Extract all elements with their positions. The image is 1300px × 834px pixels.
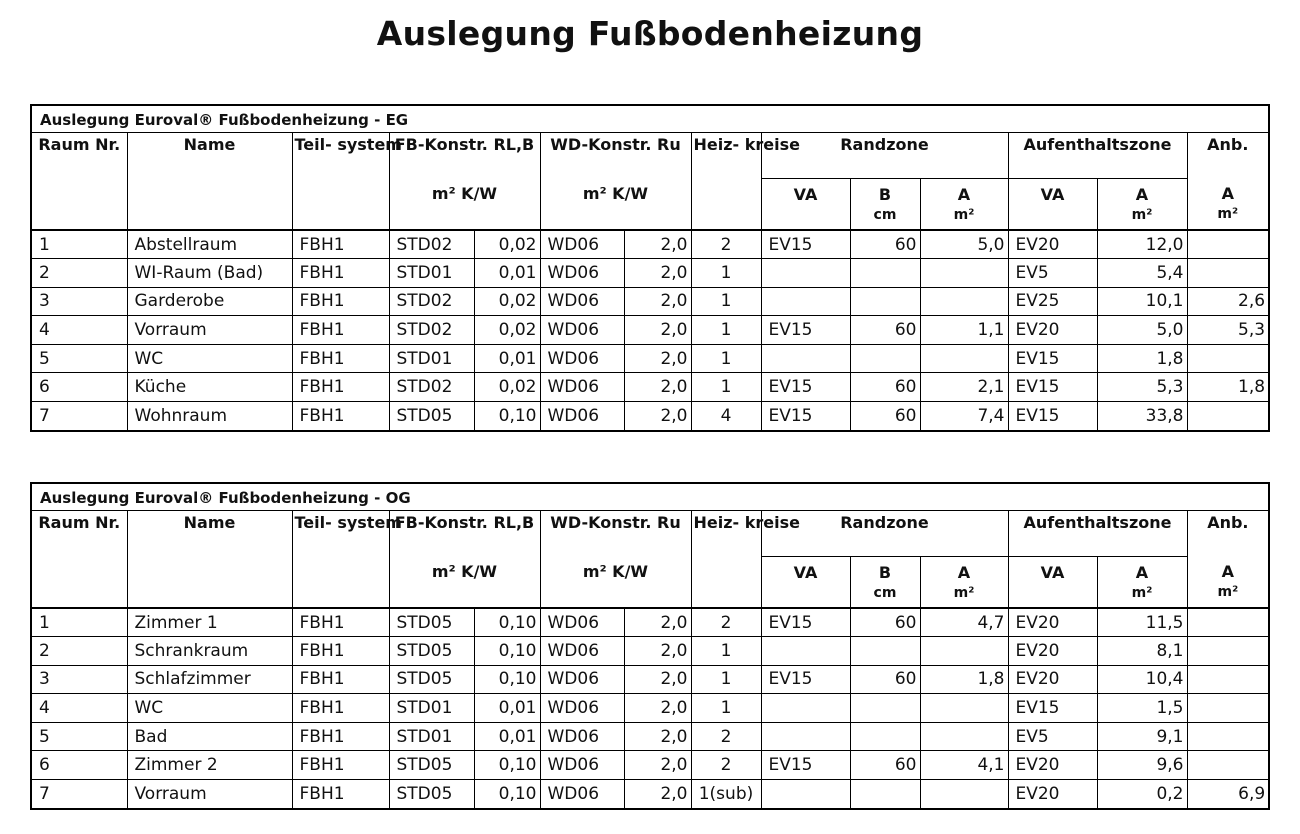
header-rz-a-unit: m² (953, 206, 975, 223)
cell-rz-va (761, 694, 850, 723)
cell-rz-b (850, 637, 920, 666)
header-rz-va (761, 556, 850, 608)
header-az-a (1097, 178, 1187, 230)
header-randzone: Randzone (761, 132, 1008, 178)
cell-rz-a (920, 694, 1008, 723)
cell-anb-a (1187, 344, 1268, 373)
cell-fb-value: 0,01 (474, 259, 540, 288)
cell-az-a: 0,2 (1097, 780, 1187, 809)
cell-rz-va (761, 780, 850, 809)
cell-az-a: 5,0 (1097, 316, 1187, 345)
cell-teilsystem: FBH1 (292, 259, 389, 288)
cell-heizkreise: 1 (691, 344, 761, 373)
cell-teilsystem: FBH1 (292, 608, 389, 637)
cell-heizkreise: 2 (691, 230, 761, 259)
cell-fb-konstr: STD01 (389, 344, 474, 373)
table-caption: Auslegung Euroval® Fußbodenheizung - EG (32, 106, 1268, 132)
cell-rz-va: EV15 (761, 665, 850, 694)
cell-heizkreise: 2 (691, 722, 761, 751)
cell-teilsystem: FBH1 (292, 722, 389, 751)
cell-fb-konstr: STD02 (389, 230, 474, 259)
cell-fb-konstr: STD05 (389, 665, 474, 694)
cell-anb-a (1187, 259, 1268, 288)
cell-wd-value: 2,0 (624, 722, 691, 751)
cell-teilsystem: FBH1 (292, 780, 389, 809)
cell-rz-a (920, 722, 1008, 751)
header-rz-b-unit: cm (873, 584, 897, 601)
cell-name: Garderobe (127, 287, 292, 316)
cell-rz-a: 1,1 (920, 316, 1008, 345)
header-wd-unit: m² K/W (540, 178, 691, 230)
cell-rz-b: 60 (850, 608, 920, 637)
cell-az-va: EV15 (1008, 344, 1097, 373)
cell-rz-b: 60 (850, 751, 920, 780)
cell-raum-nr: 7 (32, 780, 127, 809)
cell-anb-a: 2,6 (1187, 287, 1268, 316)
cell-az-va: EV15 (1008, 402, 1097, 431)
cell-az-a: 9,6 (1097, 751, 1187, 780)
header-rz-a-unit: m² (953, 584, 975, 601)
cell-fb-konstr: STD01 (389, 259, 474, 288)
cell-anb-a (1187, 694, 1268, 723)
table-row (32, 637, 1268, 666)
cell-anb-a (1187, 637, 1268, 666)
cell-anb-a (1187, 722, 1268, 751)
cell-name: Küche (127, 373, 292, 402)
cell-wd-value: 2,0 (624, 373, 691, 402)
cell-wd-value: 2,0 (624, 287, 691, 316)
table-row (32, 373, 1268, 402)
cell-rz-va (761, 344, 850, 373)
cell-az-va: EV20 (1008, 637, 1097, 666)
header-heizkreise: Heiz- kreise (691, 510, 761, 608)
header-rz-b (850, 556, 920, 608)
cell-rz-a: 2,1 (920, 373, 1008, 402)
cell-az-a: 9,1 (1097, 722, 1187, 751)
cell-wd-value: 2,0 (624, 751, 691, 780)
cell-az-a: 5,4 (1097, 259, 1187, 288)
cell-rz-b (850, 780, 920, 809)
header-fb-konstr: FB-Konstr. RL,B (389, 510, 540, 556)
cell-rz-a: 4,1 (920, 751, 1008, 780)
header-wd-konstr: WD-Konstr. Ru (540, 132, 691, 178)
cell-fb-value: 0,02 (474, 287, 540, 316)
header-az-a-label: A (1135, 184, 1149, 204)
cell-fb-konstr: STD05 (389, 780, 474, 809)
header-raum-nr: Raum Nr. (38, 134, 121, 154)
header-raum-nr: Raum Nr. (38, 512, 121, 532)
cell-az-a: 11,5 (1097, 608, 1187, 637)
header-anb-a (1187, 556, 1268, 608)
cell-heizkreise: 1(sub) (691, 780, 761, 809)
cell-heizkreise: 1 (691, 637, 761, 666)
cell-wd-value: 2,0 (624, 608, 691, 637)
cell-name: WC (127, 694, 292, 723)
table-row (32, 780, 1268, 809)
cell-rz-b: 60 (850, 402, 920, 431)
cell-teilsystem: FBH1 (292, 287, 389, 316)
cell-fb-konstr: STD05 (389, 637, 474, 666)
cell-wd-konstr: WD06 (540, 665, 624, 694)
table-row (32, 230, 1268, 259)
cell-name: Zimmer 2 (127, 751, 292, 780)
cell-wd-konstr: WD06 (540, 694, 624, 723)
cell-anb-a: 5,3 (1187, 316, 1268, 345)
cell-az-a: 8,1 (1097, 637, 1187, 666)
header-az-va-label: VA (1040, 562, 1065, 582)
cell-az-va: EV20 (1008, 751, 1097, 780)
table-row (32, 665, 1268, 694)
cell-raum-nr: 3 (32, 665, 127, 694)
cell-rz-va: EV15 (761, 402, 850, 431)
table-row (32, 751, 1268, 780)
table-row (32, 722, 1268, 751)
cell-wd-konstr: WD06 (540, 637, 624, 666)
header-randzone: Randzone (761, 510, 1008, 556)
header-rz-a-label: A (957, 184, 971, 204)
header-teilsystem: Teil- system (292, 510, 389, 608)
cell-raum-nr: 7 (32, 402, 127, 431)
cell-rz-a: 5,0 (920, 230, 1008, 259)
cell-wd-konstr: WD06 (540, 287, 624, 316)
cell-raum-nr: 2 (32, 259, 127, 288)
table-row (32, 402, 1268, 431)
cell-fb-konstr: STD01 (389, 722, 474, 751)
cell-az-va: EV20 (1008, 316, 1097, 345)
header-rz-b-unit: cm (873, 206, 897, 223)
cell-anb-a (1187, 751, 1268, 780)
cell-az-a: 5,3 (1097, 373, 1187, 402)
cell-teilsystem: FBH1 (292, 751, 389, 780)
header-rz-va (761, 178, 850, 230)
table-caption: Auslegung Euroval® Fußbodenheizung - OG (32, 484, 1268, 510)
cell-az-va: EV15 (1008, 694, 1097, 723)
cell-teilsystem: FBH1 (292, 373, 389, 402)
cell-raum-nr: 1 (32, 230, 127, 259)
cell-az-a: 1,5 (1097, 694, 1187, 723)
cell-fb-konstr: STD02 (389, 373, 474, 402)
header-name: Name (127, 132, 292, 230)
cell-rz-b: 60 (850, 230, 920, 259)
header-az-va (1008, 556, 1097, 608)
header-az-va (1008, 178, 1097, 230)
cell-fb-value: 0,10 (474, 751, 540, 780)
header-wd-unit: m² K/W (540, 556, 691, 608)
cell-name: Schrankraum (127, 637, 292, 666)
cell-heizkreise: 1 (691, 665, 761, 694)
cell-raum-nr: 6 (32, 751, 127, 780)
cell-anb-a (1187, 665, 1268, 694)
cell-wd-value: 2,0 (624, 637, 691, 666)
header-az-a-unit: m² (1131, 206, 1153, 223)
header-anb-a-label: A (1221, 562, 1235, 581)
header-anb-a-unit: m² (1217, 206, 1239, 222)
cell-name: Abstellraum (127, 230, 292, 259)
cell-rz-va (761, 287, 850, 316)
cell-teilsystem: FBH1 (292, 694, 389, 723)
cell-wd-value: 2,0 (624, 316, 691, 345)
cell-heizkreise: 2 (691, 608, 761, 637)
table-row (32, 694, 1268, 723)
cell-raum-nr: 4 (32, 694, 127, 723)
cell-name: Zimmer 1 (127, 608, 292, 637)
cell-heizkreise: 1 (691, 373, 761, 402)
cell-raum-nr: 6 (32, 373, 127, 402)
cell-rz-a: 4,7 (920, 608, 1008, 637)
header-fb-konstr: FB-Konstr. RL,B (389, 132, 540, 178)
header-fb-unit: m² K/W (389, 556, 540, 608)
cell-heizkreise: 1 (691, 316, 761, 345)
cell-fb-konstr: STD05 (389, 402, 474, 431)
header-rz-a-label: A (957, 562, 971, 582)
header-teilsystem: Teil- system (292, 132, 389, 230)
cell-teilsystem: FBH1 (292, 637, 389, 666)
header-rz-a (920, 556, 1008, 608)
table-row (32, 316, 1268, 345)
cell-az-va: EV20 (1008, 230, 1097, 259)
cell-raum-nr: 5 (32, 722, 127, 751)
cell-wd-value: 2,0 (624, 344, 691, 373)
cell-az-va: EV5 (1008, 259, 1097, 288)
cell-fb-value: 0,10 (474, 637, 540, 666)
cell-rz-b: 60 (850, 665, 920, 694)
cell-wd-konstr: WD06 (540, 259, 624, 288)
cell-wd-konstr: WD06 (540, 373, 624, 402)
header-anb-a-unit: m² (1217, 584, 1239, 600)
header-anb-a (1187, 178, 1268, 230)
cell-heizkreise: 1 (691, 694, 761, 723)
cell-wd-konstr: WD06 (540, 230, 624, 259)
cell-rz-b (850, 344, 920, 373)
cell-name: WI-Raum (Bad) (127, 259, 292, 288)
cell-az-a: 10,4 (1097, 665, 1187, 694)
cell-fb-value: 0,10 (474, 402, 540, 431)
cell-fb-value: 0,10 (474, 665, 540, 694)
cell-rz-va (761, 259, 850, 288)
cell-wd-konstr: WD06 (540, 780, 624, 809)
cell-rz-va: EV15 (761, 230, 850, 259)
cell-name: Wohnraum (127, 402, 292, 431)
cell-az-va: EV15 (1008, 373, 1097, 402)
cell-rz-a (920, 780, 1008, 809)
cell-wd-value: 2,0 (624, 402, 691, 431)
cell-fb-value: 0,01 (474, 344, 540, 373)
cell-raum-nr: 5 (32, 344, 127, 373)
cell-rz-b (850, 722, 920, 751)
cell-wd-konstr: WD06 (540, 722, 624, 751)
cell-name: WC (127, 344, 292, 373)
header-aufenthaltszone: Aufenthaltszone (1008, 510, 1187, 556)
cell-fb-konstr: STD01 (389, 694, 474, 723)
cell-name: Schlafzimmer (127, 665, 292, 694)
cell-teilsystem: FBH1 (292, 344, 389, 373)
cell-rz-b: 60 (850, 373, 920, 402)
cell-rz-a (920, 637, 1008, 666)
cell-az-va: EV25 (1008, 287, 1097, 316)
cell-name: Bad (127, 722, 292, 751)
cell-anb-a (1187, 230, 1268, 259)
header-name: Name (127, 510, 292, 608)
cell-az-va: EV20 (1008, 780, 1097, 809)
cell-rz-va: EV15 (761, 751, 850, 780)
cell-wd-value: 2,0 (624, 694, 691, 723)
cell-fb-konstr: STD02 (389, 287, 474, 316)
cell-wd-value: 2,0 (624, 230, 691, 259)
table-row (32, 259, 1268, 288)
cell-rz-b (850, 694, 920, 723)
header-anb: Anb. (1187, 132, 1268, 178)
design-table (32, 106, 1268, 430)
cell-wd-value: 2,0 (624, 665, 691, 694)
header-rz-va-label: VA (793, 562, 818, 582)
page-title: Auslegung Fußbodenheizung (376, 14, 924, 53)
cell-rz-a: 1,8 (920, 665, 1008, 694)
header-az-a-label: A (1135, 562, 1149, 582)
table-row (32, 608, 1268, 637)
cell-teilsystem: FBH1 (292, 402, 389, 431)
cell-rz-a (920, 287, 1008, 316)
cell-name: Vorraum (127, 316, 292, 345)
cell-heizkreise: 2 (691, 751, 761, 780)
cell-heizkreise: 1 (691, 259, 761, 288)
header-az-a-unit: m² (1131, 584, 1153, 601)
cell-raum-nr: 2 (32, 637, 127, 666)
design-table (32, 484, 1268, 808)
table-og (30, 482, 1270, 810)
cell-wd-konstr: WD06 (540, 402, 624, 431)
cell-fb-value: 0,10 (474, 608, 540, 637)
header-wd-konstr: WD-Konstr. Ru (540, 510, 691, 556)
cell-rz-va: EV15 (761, 316, 850, 345)
cell-az-a: 33,8 (1097, 402, 1187, 431)
cell-az-va: EV5 (1008, 722, 1097, 751)
header-rz-b-label: B (878, 184, 892, 204)
cell-rz-va (761, 722, 850, 751)
cell-fb-value: 0,02 (474, 230, 540, 259)
cell-az-a: 1,8 (1097, 344, 1187, 373)
cell-rz-va: EV15 (761, 373, 850, 402)
cell-heizkreise: 4 (691, 402, 761, 431)
cell-rz-va: EV15 (761, 608, 850, 637)
cell-teilsystem: FBH1 (292, 665, 389, 694)
cell-anb-a: 1,8 (1187, 373, 1268, 402)
header-anb-a-label: A (1221, 184, 1234, 203)
cell-wd-konstr: WD06 (540, 608, 624, 637)
cell-anb-a: 6,9 (1187, 780, 1268, 809)
cell-fb-value: 0,10 (474, 780, 540, 809)
cell-rz-va (761, 637, 850, 666)
cell-fb-konstr: STD02 (389, 316, 474, 345)
table-row (32, 287, 1268, 316)
cell-fb-value: 0,01 (474, 722, 540, 751)
cell-fb-value: 0,02 (474, 316, 540, 345)
cell-wd-konstr: WD06 (540, 344, 624, 373)
table-row (32, 344, 1268, 373)
cell-anb-a (1187, 402, 1268, 431)
cell-raum-nr: 3 (32, 287, 127, 316)
header-az-a (1097, 556, 1187, 608)
header-rz-b (850, 178, 920, 230)
header-heizkreise: Heiz- kreise (691, 132, 761, 230)
cell-rz-b: 60 (850, 316, 920, 345)
table-eg (30, 104, 1270, 432)
cell-anb-a (1187, 608, 1268, 637)
cell-rz-a (920, 344, 1008, 373)
cell-fb-value: 0,02 (474, 373, 540, 402)
cell-az-a: 10,1 (1097, 287, 1187, 316)
cell-heizkreise: 1 (691, 287, 761, 316)
cell-teilsystem: FBH1 (292, 230, 389, 259)
cell-fb-value: 0,01 (474, 694, 540, 723)
cell-fb-konstr: STD05 (389, 608, 474, 637)
cell-rz-a: 7,4 (920, 402, 1008, 431)
cell-rz-b (850, 259, 920, 288)
cell-az-va: EV20 (1008, 665, 1097, 694)
cell-rz-a (920, 259, 1008, 288)
cell-rz-b (850, 287, 920, 316)
cell-wd-value: 2,0 (624, 259, 691, 288)
header-rz-va-label: VA (793, 184, 818, 204)
cell-wd-konstr: WD06 (540, 316, 624, 345)
cell-raum-nr: 4 (32, 316, 127, 345)
cell-wd-value: 2,0 (624, 780, 691, 809)
header-az-va-label: VA (1040, 184, 1065, 204)
cell-raum-nr: 1 (32, 608, 127, 637)
header-rz-a (920, 178, 1008, 230)
cell-az-a: 12,0 (1097, 230, 1187, 259)
header-rz-b-label: B (878, 562, 892, 582)
cell-az-va: EV20 (1008, 608, 1097, 637)
header-anb: Anb. (1187, 510, 1268, 556)
header-fb-unit: m² K/W (389, 178, 540, 230)
cell-wd-konstr: WD06 (540, 751, 624, 780)
cell-fb-konstr: STD05 (389, 751, 474, 780)
cell-teilsystem: FBH1 (292, 316, 389, 345)
header-aufenthaltszone: Aufenthaltszone (1008, 132, 1187, 178)
cell-name: Vorraum (127, 780, 292, 809)
